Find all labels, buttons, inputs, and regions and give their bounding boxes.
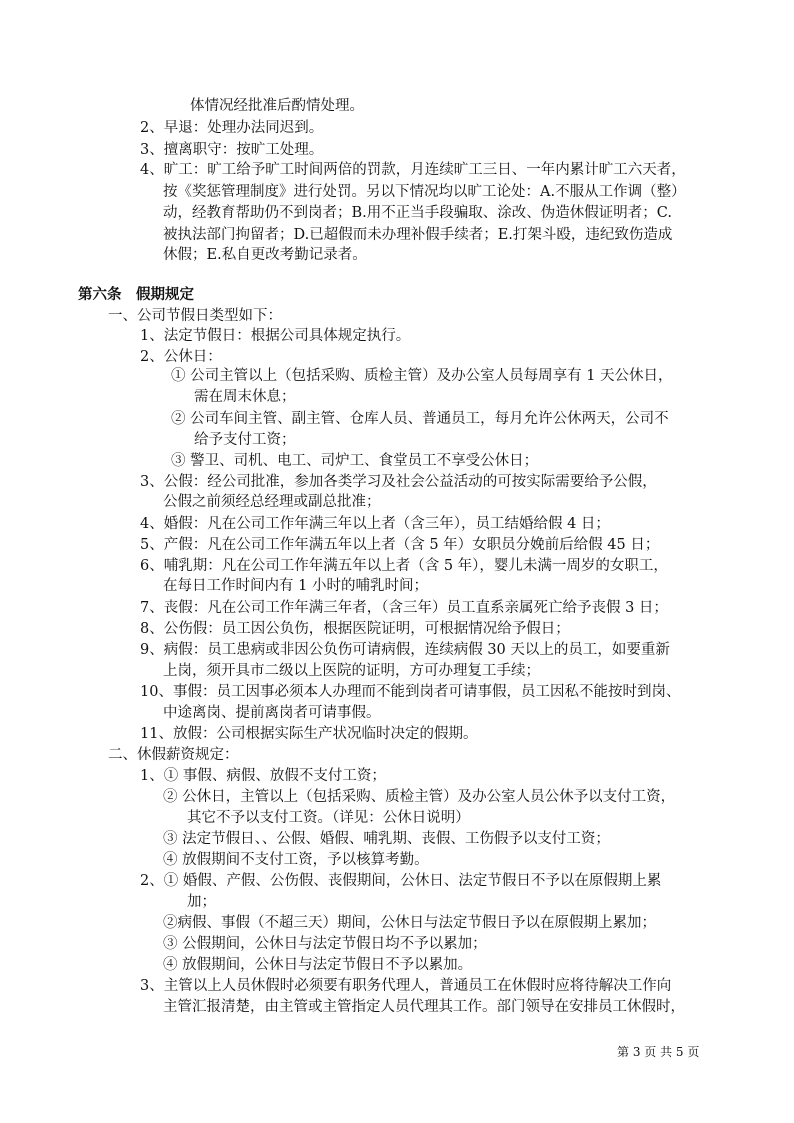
text-line: 中途离岗、提前离岗者可请事假。 (163, 705, 381, 721)
page-number: 第 3 页 共 5 页 (617, 1045, 700, 1059)
text-line: 被执法部门拘留者；D.已超假而未办理补假手续者；E.打架斗殴，违纪致伤造成 (163, 227, 673, 243)
text-line: 加； (187, 894, 216, 910)
text-line: 8、公伤假：员工因公负伤，根据医院证明，可根据情况给予假日； (140, 621, 570, 637)
text-line: 其它不予以支付工资。（详见：公休日说明） (187, 810, 470, 826)
text-line: 9、病假：员工患病或非因公负伤可请病假，连续病假 30 天以上的员工，如要重新 (140, 642, 670, 658)
text-line: 休假；E.私自更改考勤记录者。 (163, 247, 367, 263)
text-line: 3、主管以上人员休假时必须要有职务代理人，普通员工在休假时应将待解决工作向 (140, 978, 672, 994)
text-line: ②病假、事假（不超三天）期间，公休日与法定节假日予以在原假期上累加； (163, 915, 656, 931)
text-line: 动，经教育帮助仍不到岗者；B.用不正当手段骗取、涂改、伪造休假证明者；C. (163, 205, 672, 221)
text-line: ④ 放假期间不支付工资，予以核算考勤。 (163, 852, 429, 868)
text-line: ② 公休日，主管以上（包括采购、质检主管）及办公室人员公休予以支付工资， (163, 789, 676, 805)
text-line: 1、法定节假日：根据公司具体规定执行。 (140, 328, 411, 344)
text-line: 公假之前须经总经理或副总批准； (163, 494, 381, 510)
text-line: 6、哺乳期：凡在公司工作年满五年以上者（含 5 年），婴儿未满一周岁的女职工， (140, 558, 668, 574)
text-line: 2、早退：处理办法同迟到。 (140, 120, 324, 136)
text-line: ③ 法定节假日、、公假、婚假、哺乳期、丧假、工伤假予以支付工资； (163, 831, 610, 847)
text-line: 给予支付工资； (194, 432, 296, 448)
text-line: 上岗，须开具市二级以上医院的证明，方可办理复工手续； (163, 663, 540, 679)
text-line: 2、① 婚假、产假、公伤假、丧假期间，公休日、法定节假日不予以在原假期上累 (140, 873, 662, 889)
text-line: 4、旷工：旷工给予旷工时间两倍的罚款，月连续旷工三日、一年内累计旷工六天者， (140, 162, 686, 178)
text-line: 5、产假：凡在公司工作年满五年以上者（含 5 年）女职员分娩前后给假 45 日； (140, 537, 660, 553)
text-line: 3、公假：经公司批准，参加各类学习及社会公益活动的可按实际需要给予公假， (140, 474, 657, 490)
text-line: 二、休假薪资规定： (108, 747, 239, 763)
text-line: ③ 警卫、司机、电工、司炉工、食堂员工不享受公休日； (171, 453, 539, 469)
text-line: 需在周末休息； (194, 389, 296, 405)
text-line: ④ 放假期间，公休日与法定节假日不予以累加。 (163, 957, 473, 973)
text-line: 11、放假：公司根据实际生产状况临时决定的假期。 (140, 726, 478, 742)
text-line: ③ 公假期间，公休日与法定节假日均不予以累加； (163, 936, 487, 952)
text-line: 7、丧假：凡在公司工作年满三年者，（含三年）员工直系亲属死亡给予丧假 3 日； (140, 600, 668, 616)
text-line: 一、公司节假日类型如下： (108, 308, 282, 324)
text-line: ② 公司车间主管、副主管、仓库人员、普通员工，每月允许公休两天，公司不 (171, 411, 669, 427)
text-line: 在每日工作时间内有 1 小时的哺乳时间； (163, 578, 428, 594)
text-line: ① 公司主管以上（包括采购、质检主管）及办公室人员每周享有 1 天公休日， (171, 368, 673, 384)
text-line: 3、擅离职守：按旷工处理。 (140, 142, 324, 158)
text-line: 体情况经批准后酌情处理。 (190, 98, 364, 114)
text-line: 主管汇报清楚，由主管或主管指定人员代理其工作。部门领导在安排员工休假时， (163, 999, 685, 1015)
text-line: 1、① 事假、病假、放假不支付工资； (140, 768, 386, 784)
text-line: 2、公休日： (140, 349, 222, 365)
text-line: 10、事假：员工因事必须本人办理而不能到岗者可请事假，员工因私不能按时到岗、 (140, 684, 681, 700)
section-heading: 第六条 假期规定 (78, 287, 194, 303)
text-line: 按《奖惩管理制度》进行处罚。另以下情况均以旷工论处：A.不服从工作调（整） (163, 184, 686, 200)
text-line: 4、婚假：凡在公司工作年满三年以上者（含三年），员工结婚给假 4 日； (140, 516, 610, 532)
